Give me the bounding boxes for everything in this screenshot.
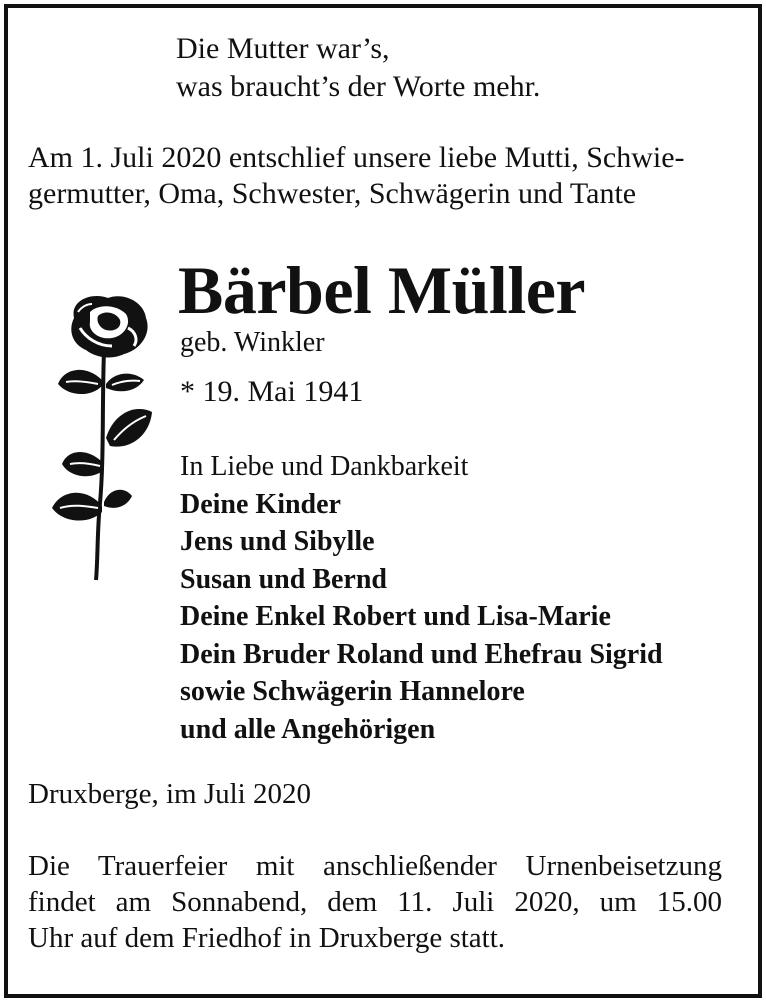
mourner-line: sowie Schwägerin Hannelore: [180, 676, 525, 707]
service-line-1: Die Trauerfeier mit anschließender Urnenbeisetzung: [28, 850, 722, 882]
mourner-line: Susan und Bernd: [180, 563, 388, 595]
mourners-intro: In Liebe und Dankbarkeit: [180, 451, 469, 482]
birth-date: * 19. Mai 1941: [180, 375, 364, 408]
deceased-name: Bärbel Müller: [178, 252, 586, 328]
mourner-line: und alle Angehörigen: [180, 713, 436, 745]
service-line-3: Uhr auf dem Friedhof in Druxberge statt.: [28, 922, 506, 954]
mourner-line: Deine Enkel Robert und Lisa-Marie: [180, 601, 611, 632]
mourner-line: Jens und Sibylle: [180, 526, 375, 557]
motto-line-2: was braucht’s der Worte mehr.: [176, 70, 541, 103]
announcement-line-1: Am 1. Juli 2020 entschlief unsere liebe Mutti, Schwie-: [28, 141, 685, 174]
announcement-line-2: germutter, Oma, Schwester, Schwägerin und Tante: [28, 177, 637, 210]
funeral-service-notice: [28, 848, 722, 956]
place-and-date: Druxberge, im Juli 2020: [28, 778, 311, 810]
service-line-2: findet am Sonnabend, dem 11. Juli 2020, um 15.00: [28, 886, 722, 918]
motto-line-1: Die Mutter war’s,: [176, 32, 390, 65]
rose-icon: [40, 288, 158, 584]
birth-name: geb. Winkler: [180, 327, 325, 358]
mourners-block: [180, 448, 663, 748]
mourner-line: Deine Kinder: [180, 488, 341, 520]
mourner-line: Dein Bruder Roland und Ehefrau Sigrid: [180, 638, 663, 670]
motto-verse: [176, 30, 540, 106]
death-announcement: [28, 140, 718, 212]
